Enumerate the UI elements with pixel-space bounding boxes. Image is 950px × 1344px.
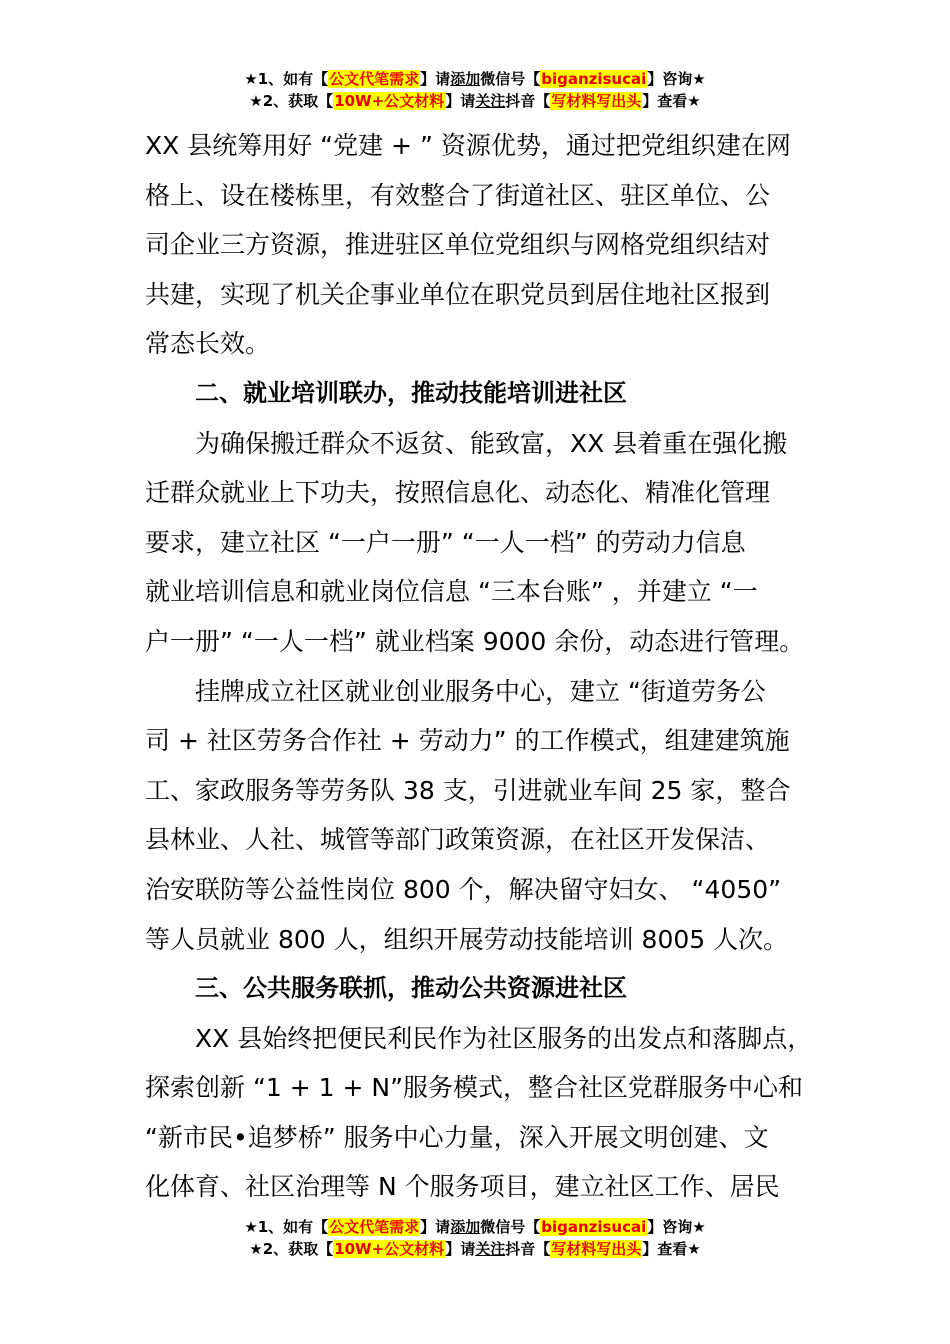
document-body <box>145 121 835 1212</box>
banner-text: 微信号【 <box>480 70 541 88</box>
body-line: 工、家政服务等劳务队 38 支，引进就业车间 25 家，整合 <box>145 775 791 805</box>
banner-highlight: biganzisucai <box>541 70 647 88</box>
body-line: 县林业、人社、城管等部门政策资源，在社区开发保洁、 <box>145 825 771 855</box>
body-line: 格上、设在楼栋里，有效整合了街道社区、驻区单位、公 <box>145 180 771 210</box>
body-line: 常态长效。 <box>145 329 271 359</box>
body-line: 等人员就业 800 人，组织开展劳动技能培训 8005 人次。 <box>145 924 789 954</box>
body-line: 户一册” “一人一档” 就业档案 9000 余份，动态进行管理。 <box>145 626 805 656</box>
body-line: 共建，实现了机关企事业单位在职党员到居住地社区报到 <box>145 279 771 309</box>
banner-text: ★1、如有【 <box>244 70 329 88</box>
body-line: 迁群众就业上下功夫，按照信息化、动态化、精准化管理 <box>145 478 771 508</box>
body-line: 挂牌成立社区就业创业服务中心，建立 “街道劳务公 <box>195 676 766 706</box>
section-heading-3: 三、公共服务联抓，推动公共资源进社区 <box>195 974 627 1003</box>
banner-text: 】请 <box>420 70 451 88</box>
banner-text: 】咨询★ <box>647 70 706 88</box>
banner-text: ★2、获取【 <box>249 1240 334 1258</box>
banner-text: 抖音【 <box>505 92 551 110</box>
banner-line-2 <box>0 90 950 112</box>
banner-highlight: biganzisucai <box>541 1218 647 1236</box>
body-line: 探索创新 “1 + 1 + N”服务模式，整合社区党群服务中心和 <box>145 1073 804 1103</box>
banner-highlight: 10W+公文材料 <box>334 1240 445 1258</box>
body-line: 司 + 社区劳务合作社 + 劳动力” 的工作模式，组建建筑施 <box>145 726 790 756</box>
banner-line-1 <box>0 68 950 90</box>
banner-text: 】查看★ <box>642 1240 701 1258</box>
body-line: 就业培训信息和就业岗位信息 “三本台账” ，并建立 “一 <box>145 577 758 607</box>
banner-text: 】请 <box>420 1218 451 1236</box>
banner-text: 】请 <box>445 1240 476 1258</box>
body-line: XX 县始终把便民利民作为社区服务的出发点和落脚点， <box>195 1023 813 1053</box>
banner-highlight: 公文代笔需求 <box>329 1218 420 1236</box>
body-line: 化体育、社区治理等 N 个服务项目，建立社区工作、居民 <box>145 1172 780 1202</box>
section-heading-2: 二、就业培训联办，推动技能培训进社区 <box>195 378 627 407</box>
body-line: “新市民•追梦桥” 服务中心力量，深入开展文明创建、文 <box>145 1122 769 1152</box>
banner-text: ★1、如有【 <box>244 1218 329 1236</box>
body-line: XX 县统筹用好 “党建 + ” 资源优势，通过把党组织建在网 <box>145 131 791 160</box>
banner-text: 】请 <box>445 92 476 110</box>
body-line: 司企业三方资源，推进驻区单位党组织与网格党组织结对 <box>145 230 771 260</box>
banner-underlined: 添加 <box>450 1218 481 1236</box>
banner-text: 抖音【 <box>505 1240 551 1258</box>
banner-highlight: 公文代笔需求 <box>329 70 420 88</box>
banner-underlined: 关注 <box>475 1240 506 1258</box>
footer-banner <box>0 1216 950 1260</box>
banner-text: ★2、获取【 <box>249 92 334 110</box>
banner-underlined: 添加 <box>450 70 481 88</box>
body-line: 为确保搬迁群众不返贫、能致富，XX 县着重在强化搬 <box>195 428 788 458</box>
banner-text: 】查看★ <box>642 92 701 110</box>
banner-line-2 <box>0 1238 950 1260</box>
banner-text: 】咨询★ <box>647 1218 706 1236</box>
banner-text: 微信号【 <box>480 1218 541 1236</box>
body-line: 治安联防等公益性岗位 800 个，解决留守妇女、 “4050” <box>145 874 782 904</box>
banner-highlight: 10W+公文材料 <box>334 92 445 110</box>
banner-highlight: 写材料写出头 <box>551 1240 642 1258</box>
banner-underlined: 关注 <box>475 92 506 110</box>
header-banner <box>0 68 950 112</box>
body-line: 要求，建立社区 “一户一册” “一人一档” 的劳动力信息 <box>145 527 746 557</box>
banner-line-1 <box>0 1216 950 1238</box>
banner-highlight: 写材料写出头 <box>551 92 642 110</box>
